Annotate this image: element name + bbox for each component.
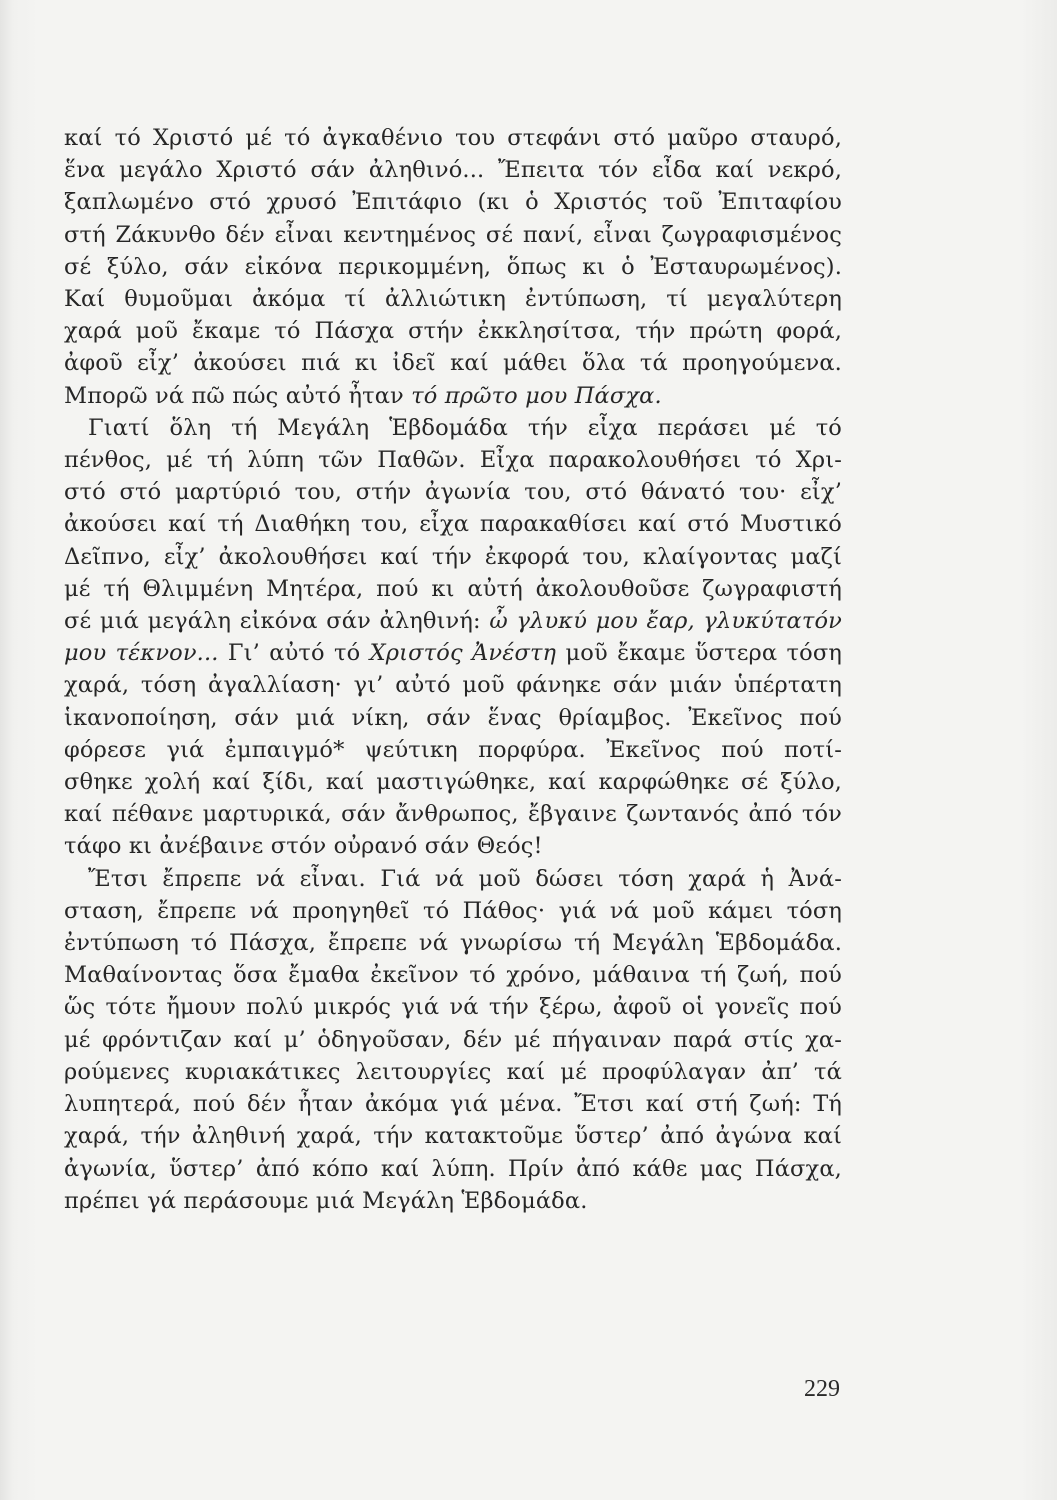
paragraph-1 (64, 122, 842, 283)
text-line: καί πέθανε μαρτυρικά, σάν ἄνθρωπος, ἔβγαινε ζωντανός ἀπό τόν (64, 801, 842, 828)
text-line: ἀκούσει καί τή Διαθήκη του, εἶχα παρακαθίσει καί στό Μυστικό (64, 511, 842, 538)
text-line: Ἔτσι ἔπρεπε νά εἶναι. Γιά νά μοῦ δώσει τόση χαρά ἡ Ἀνά- (88, 865, 842, 892)
page-number: 229 (804, 1376, 840, 1402)
text-line: χαρά, τήν ἀληθινή χαρά, τήν κατακτοῦμε ὕστερ’ ἀπό ἀγώνα καί (64, 1123, 842, 1150)
text-line: χαρά μοῦ ἔκαμε τό Πάσχα στήν ἐκκλησίτσα, τήν πρώτη φορά, (64, 318, 842, 345)
text-line: ἕνα μεγάλο Χριστό σάν ἀληθινό... Ἔπειτα τόν εἶδα καί νεκρό, (64, 157, 842, 184)
text-line: ἱκανοποίηση, σάν μιά νίκη, σάν ἕνας θρίαμβος. Ἐκεῖνος πού (64, 704, 842, 731)
text-line: καί τό Χριστό μέ τό ἀγκαθένιο του στεφάνι στό μαῦρο σταυρό, (64, 125, 842, 151)
text-line: Μαθαίνοντας ὅσα ἔμαθα ἐκεῖνον τό χρόνο, μάθαινα τή ζωή, πού (64, 962, 842, 989)
text-line: Γιατί ὅλη τή Μεγάλη Ἑβδομάδα τήν εἶχα περάσει μέ τό (88, 414, 842, 441)
text-line: μέ τή Θλιμμένη Μητέρα, πού κι αὐτή ἀκολουθοῦσε ζωγραφιστή (64, 575, 842, 602)
text-line: ἀφοῦ εἶχ’ ἀκούσει πιά κι ἰδεῖ καί μάθει ὅλα τά προηγούμενα. (64, 350, 842, 377)
paragraph-4 (64, 863, 842, 1217)
text-line: ὥς τότε ἤμουν πολύ μικρός γιά νά τήν ξέρω, ἀφοῦ οἱ γονεῖς πού (64, 994, 842, 1021)
text-line: στή Ζάκυνθο δέν εἶναι κεντημένος σέ πανί, εἶναι ζωγραφισμένος (64, 221, 842, 248)
text-line: πένθος, μέ τή λύπη τῶν Παθῶν. Εἶχα παρακολουθήσει τό Χρι- (64, 447, 842, 474)
text-line: πρέπει γά περάσουμε μιά Μεγάλη Ἑβδομάδα. (64, 1187, 588, 1214)
text-line (64, 380, 842, 412)
text-line: φόρεσε γιά ἐμπαιγμό* ψεύτικη πορφύρα. Ἐκεῖνος πού ποτί- (64, 736, 842, 763)
text-line (64, 605, 842, 637)
italic-phrase: ὦ γλυκύ μου ἔαρ, γλυκύτατόν (489, 608, 843, 635)
italic-phrase: Χριστός Ἀνέστη (369, 640, 557, 667)
text-line (64, 637, 842, 669)
text-line: ἐντύπωση τό Πάσχα, ἔπρεπε νά γνωρίσω τή Μεγάλη Ἑβδομάδα. (64, 930, 842, 957)
text-fragment: σέ μιά μεγάλη εἰκόνα σάν ἀληθινή: (64, 608, 490, 635)
text-line: Καί θυμοῦμαι ἀκόμα τί ἀλλιώτικη ἐντύπωση, τί μεγαλύτερη (64, 286, 842, 313)
text-line: μέ φρόντιζαν καί μ’ ὁδηγοῦσαν, δέν μέ πήγαιναν παρά στίς χα- (64, 1026, 842, 1053)
text-line: Δεῖπνο, εἶχ’ ἀκολουθήσει καί τήν ἐκφορά του, κλαίγοντας μαζί (64, 543, 842, 570)
text-line: ἀγωνία, ὕστερ’ ἀπό κόπο καί λύπη. Πρίν ἀπό κάθε μας Πάσχα, (64, 1155, 842, 1182)
text-fragment: Γι’ αὐτό τό (218, 640, 370, 667)
text-line: σταση, ἔπρεπε νά προηγηθεῖ τό Πάθος· γιά νά μοῦ κάμει τόση (64, 897, 842, 924)
text-line: τάφο κι ἀνέβαινε στόν οὐρανό σάν Θεός! (64, 833, 543, 860)
paragraph-3 (64, 412, 842, 863)
text-line: στό στό μαρτύριό του, στήν ἀγωνία του, στό θάνατό του· εἶχ’ (64, 479, 842, 506)
italic-phrase: τό πρῶτο μου Πάσχα. (411, 382, 662, 409)
text-line: ξαπλωμένο στό χρυσό Ἐπιτάφιο (κι ὁ Χριστός τοῦ Ἐπιταφίου (64, 189, 842, 216)
text-fragment: Μπορῶ νά πῶ πώς αὐτό ἦταν (64, 382, 412, 409)
paragraph-2 (64, 283, 842, 412)
text-line: λυπητερά, πού δέν ἦταν ἀκόμα γιά μένα. Ἔτσι καί στή ζωή: Τή (64, 1091, 842, 1118)
text-fragment: μοῦ ἔκαμε ὕστερα τόση (556, 640, 842, 667)
text-line: σθηκε χολή καί ξίδι, καί μαστιγώθηκε, καί καρφώθηκε σέ ξύλο, (64, 769, 842, 796)
book-text (64, 122, 842, 1217)
text-line: ρούμενες κυριακάτικες λειτουργίες καί μέ προφύλαγαν ἀπ’ τά (64, 1058, 842, 1085)
text-line: σέ ξύλο, σάν εἰκόνα περικομμένη, ὅπως κι ὁ Ἐσταυρωμένος). (64, 253, 842, 280)
italic-phrase: μου τέκνον... (64, 640, 219, 667)
text-line: χαρά, τόση ἀγαλλίαση· γι’ αὐτό μοῦ φάνηκε σάν μιάν ὑπέρτατη (64, 672, 842, 699)
